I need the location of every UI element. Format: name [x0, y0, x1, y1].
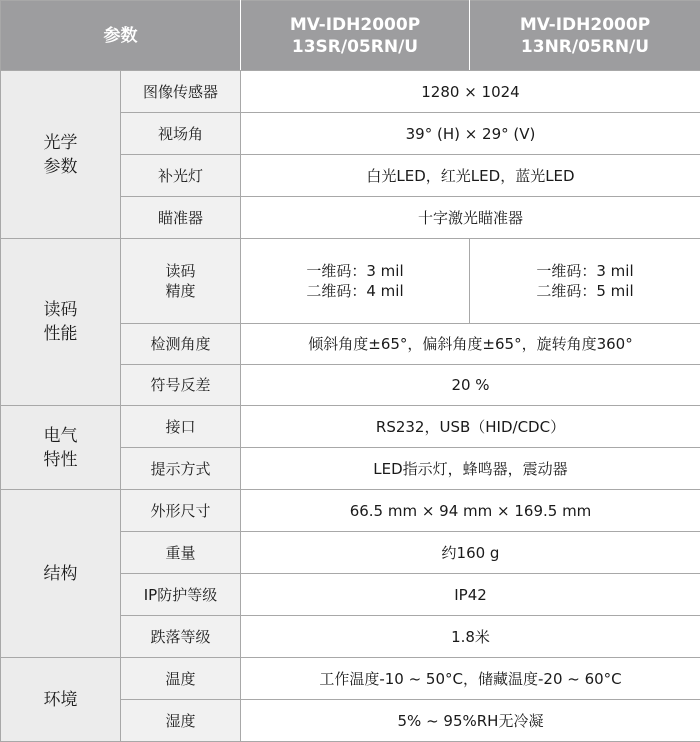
- group-electrical: [1, 406, 121, 490]
- value-interface: RS232，USB（HID/CDC）: [241, 406, 700, 448]
- param-indicator: 提示方式: [121, 448, 241, 490]
- group-environment: [1, 658, 121, 742]
- value-temperature: 工作温度-10 ~ 50°C，储藏温度-20 ~ 60°C: [241, 658, 700, 700]
- group-reading: [1, 239, 121, 406]
- precision-a-line2: 二维码：4 mil: [306, 282, 404, 300]
- param-precision: [121, 239, 241, 324]
- table-row: [1, 239, 700, 324]
- table-row: [1, 71, 700, 113]
- group-electrical-line1: 电气: [43, 425, 78, 446]
- param-precision-line2: 精度: [165, 282, 196, 300]
- group-electrical-line2: 特性: [43, 449, 78, 470]
- header-param-label: 参数: [103, 25, 138, 46]
- param-sensor: 图像传感器: [121, 71, 241, 113]
- table-row: [1, 658, 700, 700]
- param-angle: 检测角度: [121, 324, 241, 365]
- model-a-line2: 13SR/05RN/U: [291, 36, 419, 57]
- value-aimer: 十字激光瞄准器: [241, 197, 700, 239]
- value-angle: 倾斜角度±65°，偏斜角度±65°，旋转角度360°: [241, 324, 700, 365]
- precision-a-line1: 一维码：3 mil: [306, 262, 404, 280]
- group-optical: [1, 71, 121, 239]
- group-structure-line1: 结构: [43, 563, 78, 584]
- header-model-a: [241, 1, 470, 71]
- header-model-b: [470, 1, 700, 71]
- value-ip: IP42: [241, 574, 700, 616]
- precision-b-line2: 二维码：5 mil: [536, 282, 634, 300]
- param-aimer: 瞄准器: [121, 197, 241, 239]
- group-optical-line1: 光学: [43, 132, 78, 153]
- param-fov: 视场角: [121, 113, 241, 155]
- value-weight: 约160 g: [241, 532, 700, 574]
- param-ip: IP防护等级: [121, 574, 241, 616]
- group-reading-line1: 读码: [43, 300, 78, 320]
- value-drop: 1.8米: [241, 616, 700, 658]
- value-fov: 39° (H) × 29° (V): [241, 113, 700, 155]
- table-row: [1, 490, 700, 532]
- param-light: 补光灯: [121, 155, 241, 197]
- table-row: [1, 406, 700, 448]
- param-temperature: 温度: [121, 658, 241, 700]
- param-weight: 重量: [121, 532, 241, 574]
- param-dimension: 外形尺寸: [121, 490, 241, 532]
- group-reading-line2: 性能: [43, 324, 78, 344]
- group-optical-line2: 参数: [43, 156, 78, 177]
- value-precision-a: [241, 239, 470, 324]
- model-b-line1: MV-IDH2000P: [519, 14, 651, 35]
- model-b-line2: 13NR/05RN/U: [520, 36, 650, 57]
- value-light: 白光LED，红光LED，蓝光LED: [241, 155, 700, 197]
- param-humidity: 湿度: [121, 700, 241, 742]
- value-precision-b: [470, 239, 700, 324]
- value-contrast: 20 %: [241, 365, 700, 406]
- precision-b-line1: 一维码：3 mil: [536, 262, 634, 280]
- group-environment-line1: 环境: [43, 689, 78, 710]
- group-structure: [1, 490, 121, 658]
- value-indicator: LED指示灯，蜂鸣器，震动器: [241, 448, 700, 490]
- param-contrast: 符号反差: [121, 365, 241, 406]
- value-humidity: 5% ~ 95%RH无冷凝: [241, 700, 700, 742]
- model-a-line1: MV-IDH2000P: [289, 14, 421, 35]
- header-param: [1, 1, 241, 71]
- value-dimension: 66.5 mm × 94 mm × 169.5 mm: [241, 490, 700, 532]
- value-sensor: 1280 × 1024: [241, 71, 700, 113]
- param-interface: 接口: [121, 406, 241, 448]
- param-drop: 跌落等级: [121, 616, 241, 658]
- param-precision-line1: 读码: [165, 262, 196, 280]
